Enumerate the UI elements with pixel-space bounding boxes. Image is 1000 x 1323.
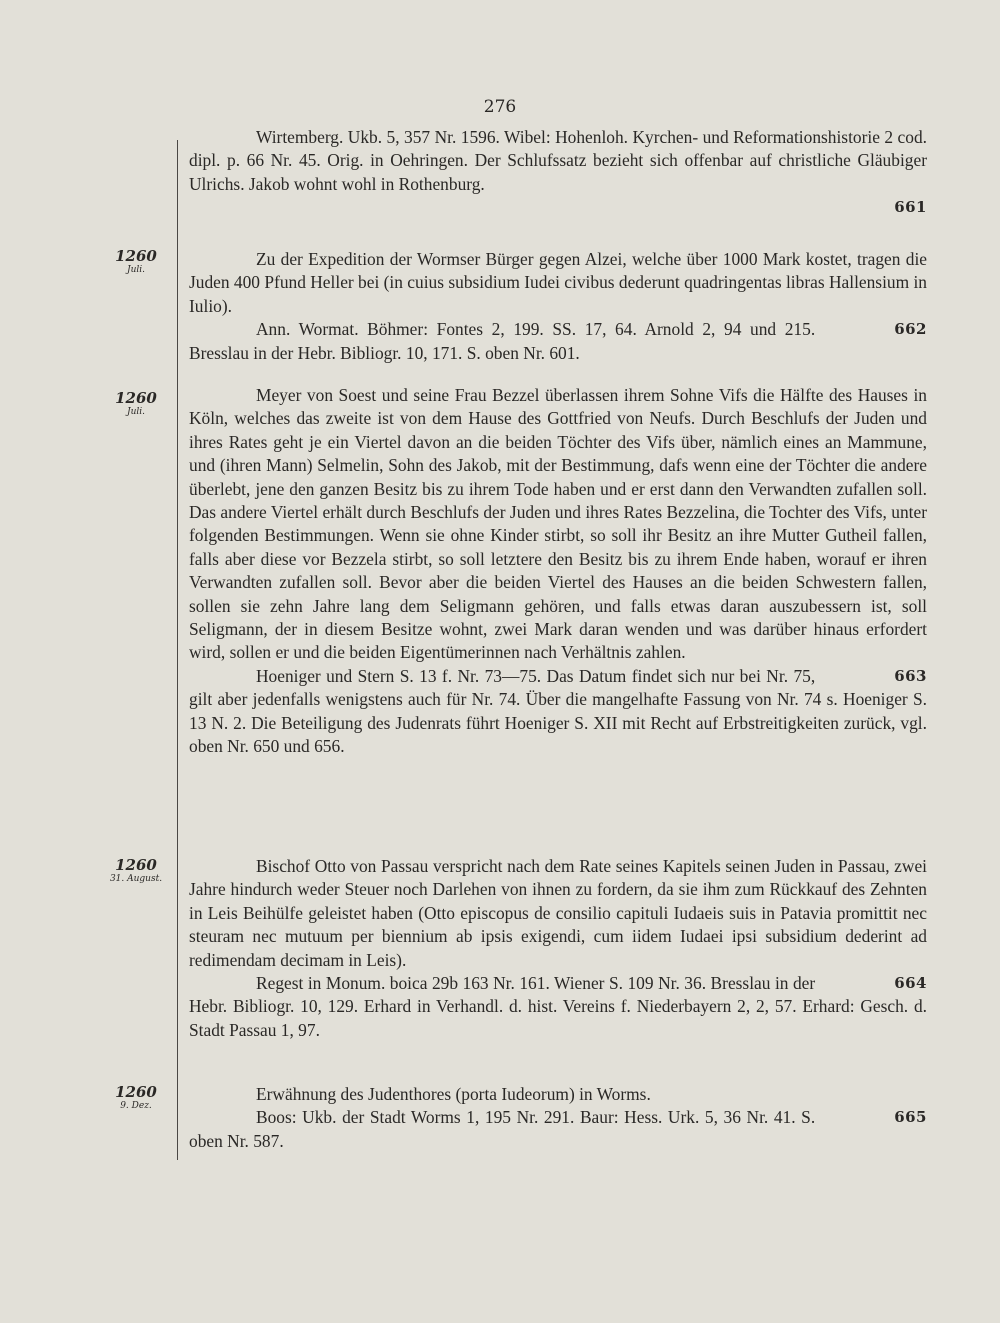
margin-rule (177, 140, 178, 1160)
entry-664-source: Regest in Monum. boica 29b 163 Nr. 161. Wiener S. 109 Nr. 36. Bresslau in der Hebr. Bibliogr. 10, 129. Erhard in Verhandl. d. hist. Vereins f. Niederbayern 2, 2, 57. Erhard: Gesch. d. Stadt Passau 1, 97. (189, 973, 927, 1040)
entry-665 (189, 1083, 927, 1153)
entry-663-source: Hoeniger und Stern S. 13 f. Nr. 73—75. Das Datum findet sich nur bei Nr. 75, gilt aber jedenfalls wenigstens auch für Nr. 74. Über die mangelhafte Fassung von Nr. 74 s. Hoeniger S. 13 N. 2. Die Beteiligung des Judenrats führt Hoeniger S. XII mit Recht auf Erbstreitigkeiten zurück, vgl. oben Nr. 650 und 656. (189, 665, 927, 757)
margin-day: 9. Dez. (120, 1101, 152, 1111)
entry-number-663: 663 (894, 666, 927, 685)
margin-day: Juli. (126, 407, 146, 417)
entry-number-661: 661 (894, 198, 927, 217)
entry-number-665: 665 (894, 1108, 927, 1127)
margin-year: 1260 (115, 856, 157, 874)
entry-664 (189, 855, 927, 1042)
margin-date-665 (100, 1085, 172, 1111)
entry-665-paragraph-1: Erwähnung des Judenthores (porta Iudeorum) in Worms. (256, 1084, 651, 1104)
margin-year: 1260 (115, 389, 157, 407)
margin-year: 1260 (115, 1083, 157, 1101)
entry-663-paragraph-2 (189, 665, 927, 759)
entry-662-source: Ann. Wormat. Böhmer: Fontes 2, 199. SS. 17, 64. Arnold 2, 94 und 215. Bresslau in der Hebr. Bibliogr. 10, 171. S. oben Nr. 601. (189, 319, 816, 363)
entry-665-paragraph-2 (189, 1106, 927, 1153)
entry-661-paragraph-1: Wirtemberg. Ukb. 5, 357 Nr. 1596. Wibel: Hohenloh. Kyrchen- und Reformationshistorie 2 cod. dipl. p. 66 Nr. 45. Orig. in Oehringen. Der Schlufssatz bezieht sich offenbar auf christliche Gläubiger Ulrichs. Jakob wohnt wohl in Rothenburg. (189, 127, 927, 194)
page-number: 276 (483, 97, 517, 117)
entry-663 (189, 384, 927, 759)
margin-day: Juli. (126, 265, 146, 275)
margin-date-664 (100, 858, 172, 884)
margin-day: 31. August. (109, 874, 163, 884)
entry-665-source: Boos: Ukb. der Stadt Worms 1, 195 Nr. 291. Baur: Hess. Urk. 5, 36 Nr. 41. S. oben Nr. 587. (189, 1107, 816, 1151)
entry-664-paragraph-2 (189, 972, 927, 1042)
margin-year: 1260 (115, 247, 157, 265)
entry-number-662: 662 (894, 320, 927, 339)
entry-662-paragraph-2 (189, 318, 927, 365)
entry-662-paragraph-1: Zu der Expedition der Wormser Bürger gegen Alzei, welche über 1000 Mark kostet, tragen die Juden 400 Pfund Heller bei (in cuius subsidium Iudei civibus dederunt quadringentas libras Hallensium in Iulio). (189, 249, 928, 316)
margin-date-662 (100, 249, 172, 275)
entry-662 (189, 248, 927, 365)
entry-664-paragraph-1: Bischof Otto von Passau verspricht nach dem Rate seines Kapitels seinen Juden in Passau, zwei Jahre hindurch weder Steuer noch Darlehen von ihnen zu fordern, da sie ihm zum Rückkauf des Zehnten in Leis Beihülfe geleistet haben (Otto episcopus de consilio capituli Iudaeis suis in Patavia promittit nec steuram nec mutuum per biennium ab ipsis exigendi, cum iidem Iudaei ipsi subsidium dederint ad redimendam decimam in Leis). (189, 856, 927, 970)
entry-663-paragraph-1: Meyer von Soest und seine Frau Bezzel überlassen ihrem Sohne Vifs die Hälfte des Hauses in Köln, welches das zweite ist von dem Hause des Gottfried von Neufs. Durch Beschlufs der Juden und ihres Rates geht je ein Viertel davon an die beiden Töchter des Vifs über, nämlich eines an Mammune, und (ihren Mann) Selmelin, Sohn des Jakob, mit der Bestimmung, dafs wenn eine der Töchter die andere überlebt, jene den ganzen Besitz bis zu ihrem Tode haben und er erst dann den Verwandten zufallen soll. Das andere Viertel erhält durch Beschlufs der Juden und ihres Rates Bezzelina, die Tochter des Vifs, unter folgenden Bestimmungen. Wenn sie ohne Kinder stirbt, so soll ihr Besitz an ihre Mutter Gutheil fallen, falls aber diese vor Bezzela stirbt, so soll letztere den Besitz bis zu ihrem Ende haben, worauf er ihren Verwandten zufallen soll. Bevor aber die beiden Viertel des Hauses an die beiden Schwestern fallen, sollen sie zehn Jahre lang dem Seligmann gehören, und falls etwas daran auszubessern ist, soll Seligmann, der in diesem Besitze wohnt, zwei Mark daran wenden und was darüber hinaus erfordert wird, sollen er und die beiden Eigentümerinnen nach Verhältnis zahlen. (189, 385, 927, 663)
entry-661 (189, 126, 927, 220)
margin-date-663 (100, 391, 172, 417)
entry-number-664: 664 (894, 974, 927, 993)
